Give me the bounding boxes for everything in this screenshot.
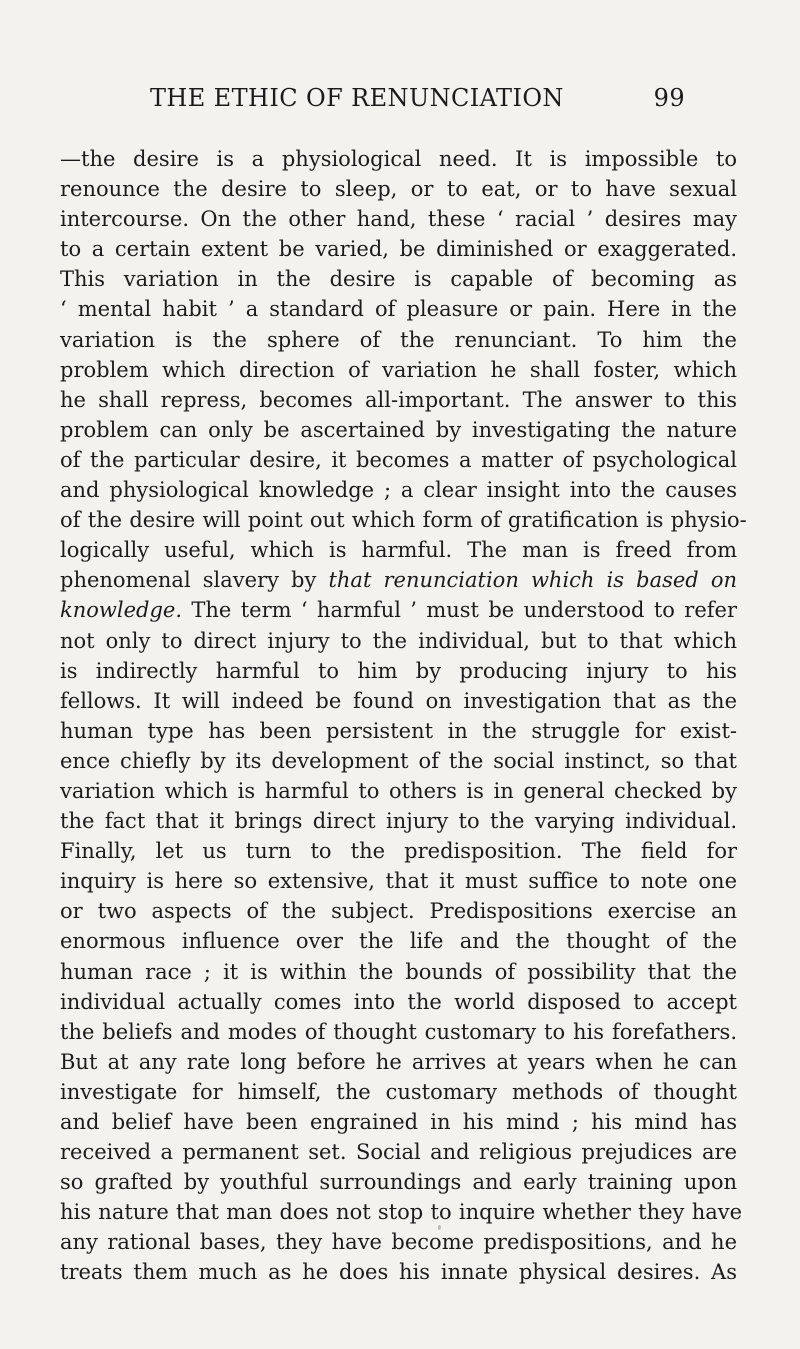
text-line: renounce the desire to sleep, or to eat, or to have sexual bbox=[60, 177, 737, 202]
text-line: his nature that man does not stop to inquire whether they have bbox=[60, 1200, 743, 1225]
text-line: human type has been persistent in the struggle for exist- bbox=[60, 718, 737, 743]
text-line: logically useful, which is harmful. The man is freed from bbox=[60, 538, 737, 563]
text-line: human race ; it is within the bounds of possibility that the bbox=[60, 959, 737, 984]
text-line: problem can only be ascertained by investigating the nature bbox=[60, 417, 737, 442]
text-line: Finally, let us turn to the predisposition. The field for bbox=[60, 839, 737, 864]
italic-text: that renunciation which is based on bbox=[328, 568, 737, 593]
text-line: to a certain extent be varied, be diminished or exaggerated. bbox=[60, 237, 737, 262]
text-line: so grafted by youthful surroundings and early training upon bbox=[60, 1170, 737, 1195]
text-line: intercourse. On the other hand, these ‘ racial ’ desires may bbox=[60, 207, 737, 232]
text-line: or two aspects of the subject. Predispositions exercise an bbox=[60, 899, 737, 924]
text-line bbox=[60, 565, 737, 595]
text-line: inquiry is here so extensive, that it must suffice to note one bbox=[60, 869, 737, 894]
text-line: fellows. It will indeed be found on investigation that as the bbox=[60, 688, 737, 713]
text-line: and physiological knowledge ; a clear insight into the causes bbox=[60, 478, 737, 503]
text-line: individual actually comes into the world disposed to accept bbox=[60, 989, 737, 1014]
text-line: received a permanent set. Social and religious prejudices are bbox=[60, 1140, 737, 1165]
text-span: phenomenal slavery by bbox=[60, 568, 329, 593]
text-line: not only to direct injury to the individual, but to that which bbox=[60, 628, 737, 653]
text-line: the beliefs and modes of thought customary to his forefathers. bbox=[60, 1019, 737, 1044]
text-line: problem which direction of variation he shall foster, which bbox=[60, 357, 737, 382]
text-line: is indirectly harmful to him by producing injury to his bbox=[60, 658, 737, 683]
text-line: enormous influence over the life and the thought of the bbox=[60, 929, 737, 954]
text-line: ence chiefly by its development of the social instinct, so that bbox=[60, 748, 737, 773]
page-number: 99 bbox=[653, 84, 685, 112]
text-line: investigate for himself, the customary methods of thought bbox=[60, 1079, 737, 1104]
text-line: he shall repress, becomes all-important. The answer to this bbox=[60, 387, 737, 412]
text-line: the fact that it brings direct injury to the varying individual. bbox=[60, 809, 737, 834]
running-head: THE ETHIC OF RENUNCIATION bbox=[150, 84, 564, 112]
text-line: This variation in the desire is capable of becoming as bbox=[60, 267, 737, 292]
italic-text: knowledge. bbox=[60, 598, 183, 623]
page-header bbox=[150, 84, 685, 124]
text-line: variation which is harmful to others is in general checked by bbox=[60, 778, 737, 803]
text-line: variation is the sphere of the renunciant. To him the bbox=[60, 327, 737, 352]
text-span: The term ‘ harmful ’ must be understood to refer bbox=[182, 598, 737, 623]
text-line bbox=[60, 595, 737, 625]
text-line: and belief have been engrained in his mind ; his mind has bbox=[60, 1110, 737, 1134]
text-line: ‘ mental habit ’ a standard of pleasure or pain. Here in the bbox=[60, 297, 737, 322]
text-line: —the desire is a physiological need. It is impossible to bbox=[60, 147, 737, 171]
text-line: any rational bases, they have become predispositions, and he bbox=[60, 1230, 737, 1255]
text-line: treats them much as he does his innate physical desires. As bbox=[60, 1260, 737, 1285]
text-line: But at any rate long before he arrives at years when he can bbox=[60, 1049, 737, 1074]
text-line: of the particular desire, it becomes a matter of psychological bbox=[60, 447, 737, 472]
scan-speck bbox=[438, 1225, 441, 1230]
body-text bbox=[60, 144, 747, 1288]
text-line: of the desire will point out which form of gratification is physio- bbox=[60, 508, 747, 533]
